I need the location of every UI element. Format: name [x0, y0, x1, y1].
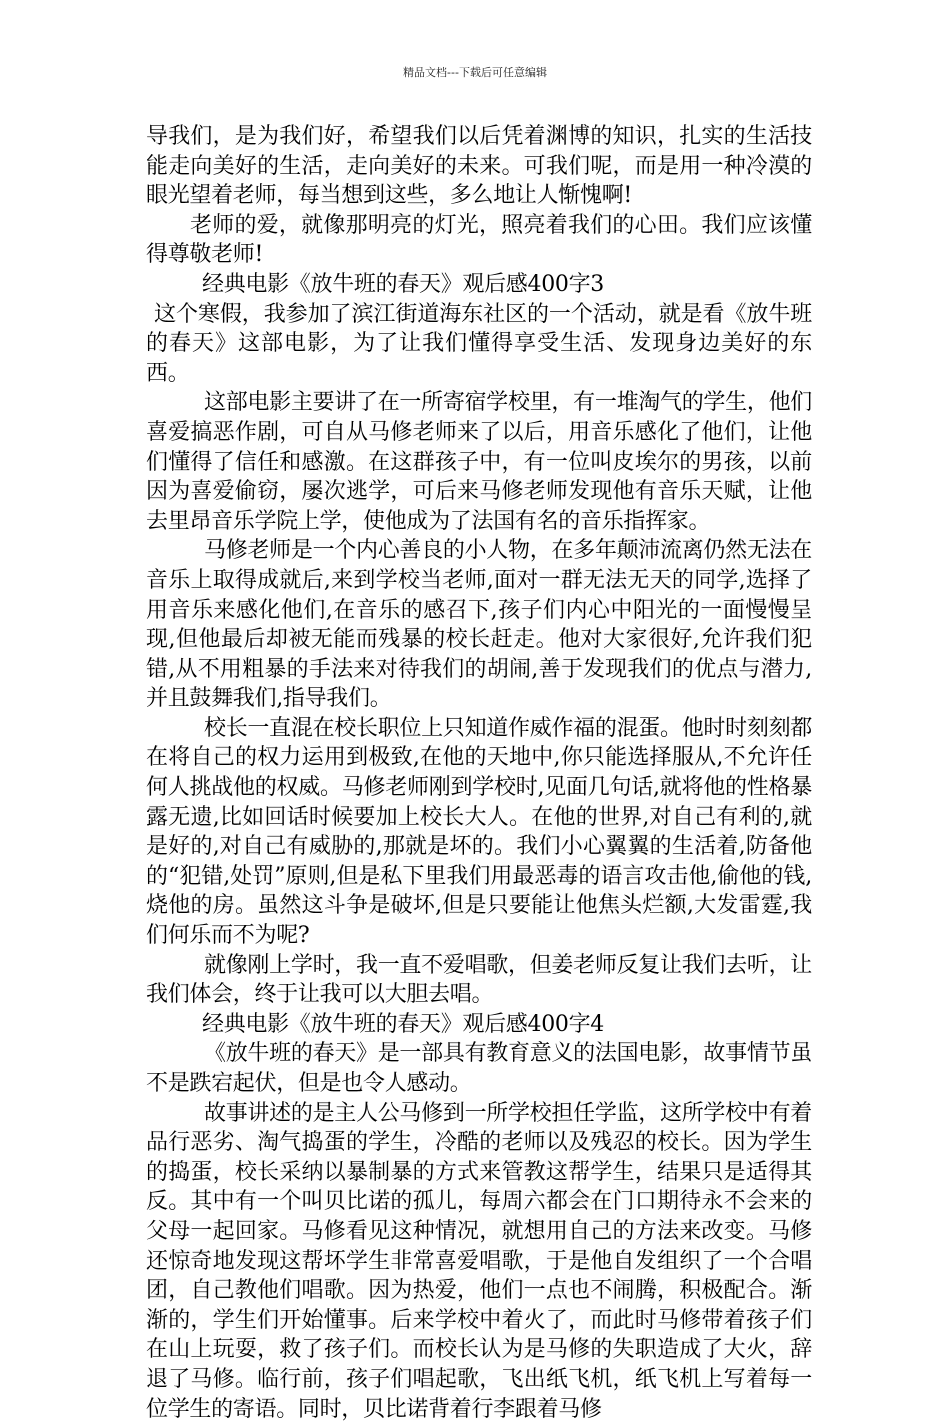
- page-header: 精品文档---下载后可任意编辑: [403, 66, 547, 79]
- paragraph: 这个寒假，我参加了滨江街道海东社区的一个活动，就是看《放牛班的春天》这部电影，为了让我们懂得享受生活、发现身边美好的东西。: [146, 301, 812, 386]
- paragraph: 马修老师是一个内心善良的小人物，在多年颠沛流离仍然无法在音乐上取得成就后,来到学校当老师,面对一群无法无天的同学,选择了用音乐来感化他们,在音乐的感召下,孩子们内心中阳光的一面慢慢呈现,但他最后却被无能而残暴的校长赶走。他对大家很好,允许我们犯错,从不用粗暴的手法来对待我们的胡闹,善于发现我们的优点与潜力,并且鼓舞我们,指导我们。: [146, 538, 812, 712]
- paragraph: 这部电影主要讲了在一所寄宿学校里，有一堆淘气的学生，他们喜爱搞恶作剧，可自从马修老师来了以后，用音乐感化了他们，让他们懂得了信任和感激。在这群孩子中，有一位叫皮埃尔的男孩，以前因为喜爱偷窃，屡次逃学，可后来马修老师发现他有音乐天赋，让他去里昂音乐学院上学，使他成为了法国有名的音乐指挥家。: [146, 390, 812, 534]
- paragraph: 就像刚上学时，我一直不爱唱歌，但姜老师反复让我们去听，让我们体会，终于让我可以大胆去唱。: [146, 952, 812, 1008]
- document-body: [146, 122, 812, 1424]
- paragraph: 《放牛班的春天》是一部具有教育意义的法国电影，故事情节虽不是跌宕起伏，但是也令人感动。: [146, 1041, 812, 1096]
- paragraph: 故事讲述的是主人公马修到一所学校担任学监，这所学校中有着品行恶劣、淘气捣蛋的学生，冷酷的老师以及残忍的校长。因为学生的捣蛋，校长采纳以暴制暴的方式来管教这帮学生，结果只是适得其反。其中有一个叫贝比诺的孤儿，每周六都会在门口期待永不会来的父母一起回家。马修看见这种情况，就想用自己的方法来改变。马修还惊奇地发现这帮坏学生非常喜爱唱歌，于是他自发组织了一个合唱团，自己教他们唱歌。因为热爱，他们一点也不闹腾，积极配合。渐渐的，学生们开始懂事。后来学校中着火了，而此时马修带着孩子们在山上玩耍，救了孩子们。而校长认为是马修的失职造成了大火，辞退了马修。临行前，孩子们唱起歌，飞出纸飞机，纸飞机上写着每一位学生的寄语。同时，贝比诺背着行李跟着马修: [146, 1100, 812, 1422]
- paragraph: 老师的爱，就像那明亮的灯光，照亮着我们的心田。我们应该懂得尊敬老师!: [146, 212, 812, 268]
- section-heading: 经典电影《放牛班的春天》观后感400字4: [202, 1011, 604, 1037]
- paragraph: 导我们，是为我们好，希望我们以后凭着渊博的知识，扎实的生活技能走向美好的生活，走向美好的未来。可我们呢，而是用一种冷漠的眼光望着老师，每当想到这些，多么地让人惭愧啊!: [146, 124, 812, 209]
- paragraph: 校长一直混在校长职位上只知道作威作福的混蛋。他时时刻刻都在将自己的权力运用到极致,在他的天地中,你只能选择服从,不允许任何人挑战他的权威。马修老师刚到学校时,见面几句话,就将他的性格暴露无遗,比如回话时候要加上校长大人。在他的世界,对自己有利的,就是好的,对自己有威胁的,那就是坏的。我们小心翼翼的生活着,防备他的“犯错,处罚”原则,但是私下里我们用最恶毒的语言攻击他,偷他的钱,烧他的房。虽然这斗争是破坏,但是只要能让他焦头烂额,大发雷霆,我们何乐而不为呢?: [146, 715, 812, 949]
- section-heading: 经典电影《放牛班的春天》观后感400字3: [202, 271, 604, 297]
